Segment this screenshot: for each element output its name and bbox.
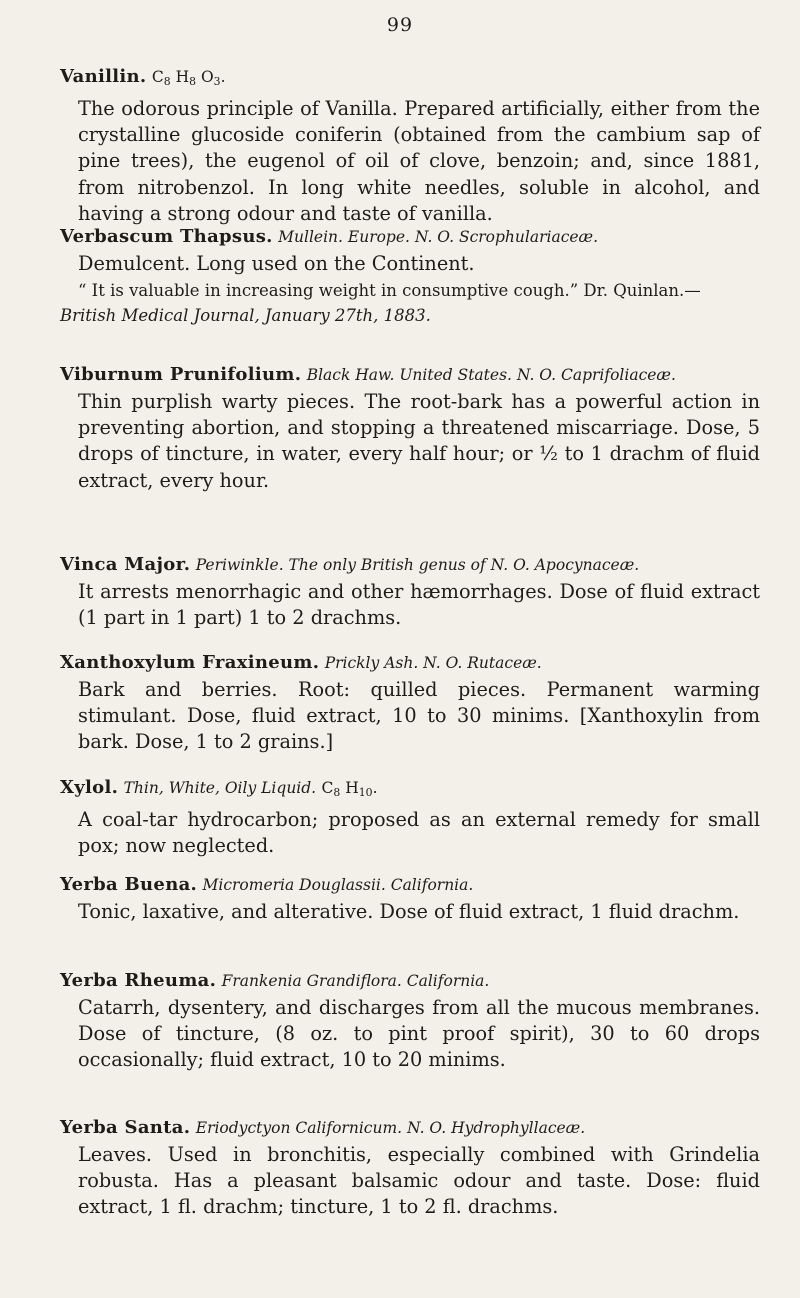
entry-xylol <box>60 777 760 859</box>
entry-heading <box>60 652 760 674</box>
chemical-formula: $C_8$ $H_8$ $O_3$. <box>151 68 226 88</box>
entry-heading <box>60 226 760 248</box>
entry-meta: Micromeria Douglassii. California. <box>202 876 474 894</box>
entry-name: Yerba Santa. <box>60 1117 191 1138</box>
entry-meta: Periwinkle. The only British genus of N. O. Apocynaceæ. <box>195 556 640 574</box>
entry-heading <box>60 1117 760 1139</box>
chemical-formula: $C_8$ $H_{10}$. <box>321 779 378 799</box>
entry-name: Yerba Rheuma. <box>60 970 217 991</box>
entry-meta: Frankenia Grandiflora. California. <box>221 972 490 990</box>
entry-heading <box>60 874 760 896</box>
entry-body: Demulcent. Long used on the Continent. <box>78 252 475 275</box>
entry-heading <box>60 970 760 992</box>
entry-yerba-santa <box>60 1117 760 1221</box>
entry-xanthoxylum-fraxineum <box>60 652 760 756</box>
entry-verbascum-thapsus <box>60 226 760 327</box>
entry-yerba-buena <box>60 874 760 925</box>
entry-vinca-major <box>60 554 760 631</box>
entry-name: Yerba Buena. <box>60 874 198 895</box>
entry-body: The odorous principle of Vanilla. Prepared artificially, either from the crystalline glucoside coniferin (obtained from the cambium sap of pine trees), the eugenol of oil of clove, benzoin; and, since 1881, from nitrobenzol. In long white needles, soluble in alcohol, and having a strong odour and taste of vanilla. <box>78 97 760 225</box>
entry-name: Viburnum Prunifolium. <box>60 364 302 385</box>
entry-body: Leaves. Used in bronchitis, especially combined with Grindelia robusta. Has a pleasant balsamic odour and taste. Dose: fluid extract, 1 fl. drachm; tincture, 1 to 2 fl. drachms. <box>78 1143 760 1219</box>
entry-body: Bark and berries. Root: quilled pieces. Permanent warming stimulant. Dose, fluid extract, 10 to 30 minims. [Xanthoxylin from bark. Dose, 1 to 2 grains.] <box>78 678 760 754</box>
entry-body: Tonic, laxative, and alterative. Dose of fluid extract, 1 fluid drachm. <box>78 900 740 923</box>
entry-meta: Mullein. Europe. N. O. Scrophulariaceæ. <box>278 228 599 246</box>
entry-heading <box>60 777 760 804</box>
entry-name: Verbascum Thapsus. <box>60 226 273 247</box>
page-number: 99 <box>386 14 414 36</box>
entry-yerba-rheuma <box>60 970 760 1074</box>
entry-meta: Prickly Ash. N. O. Rutaceæ. <box>324 654 542 672</box>
entry-vanillin <box>60 66 760 227</box>
entry-heading <box>60 364 760 386</box>
entry-body: It arrests menorrhagic and other hæmorrhages. Dose of fluid extract (1 part in 1 part) 1 to 2 drachms. <box>78 580 760 630</box>
entry-viburnum-prunifolium <box>60 364 760 494</box>
entry-heading <box>60 554 760 576</box>
entry-heading <box>60 66 760 93</box>
entry-body: A coal-tar hydrocarbon; proposed as an external remedy for small pox; now neglected. <box>78 808 760 858</box>
entry-citation: British Medical Journal, January 27th, 1883. <box>60 306 431 326</box>
entry-body: Thin purplish warty pieces. The root-bark has a powerful action in preventing abortion, and stopping a threatened miscarriage. Dose, 5 drops of tincture, in water, every half hour; or ½ to 1 drachm of fluid extract, every hour. <box>78 390 760 492</box>
entry-meta: Black Haw. United States. N. O. Caprifoliaceæ. <box>306 366 676 384</box>
entry-body: Catarrh, dysentery, and discharges from all the mucous membranes. Dose of tincture, (8 oz. to pint proof spirit), 30 to 60 drops occasionally; fluid extract, 10 to 20 minims. <box>78 996 760 1072</box>
entry-meta: Eriodyctyon Californicum. N. O. Hydrophyllaceæ. <box>195 1119 586 1137</box>
entry-meta: Thin, White, Oily Liquid. <box>123 779 317 797</box>
entry-quote: “ It is valuable in increasing weight in consumptive cough.” Dr. Quinlan.— <box>78 281 701 301</box>
entry-name: Vanillin. <box>60 66 147 87</box>
entry-name: Xylol. <box>60 777 119 798</box>
entry-name: Vinca Major. <box>60 554 191 575</box>
entry-name: Xanthoxylum Fraxineum. <box>60 652 320 673</box>
